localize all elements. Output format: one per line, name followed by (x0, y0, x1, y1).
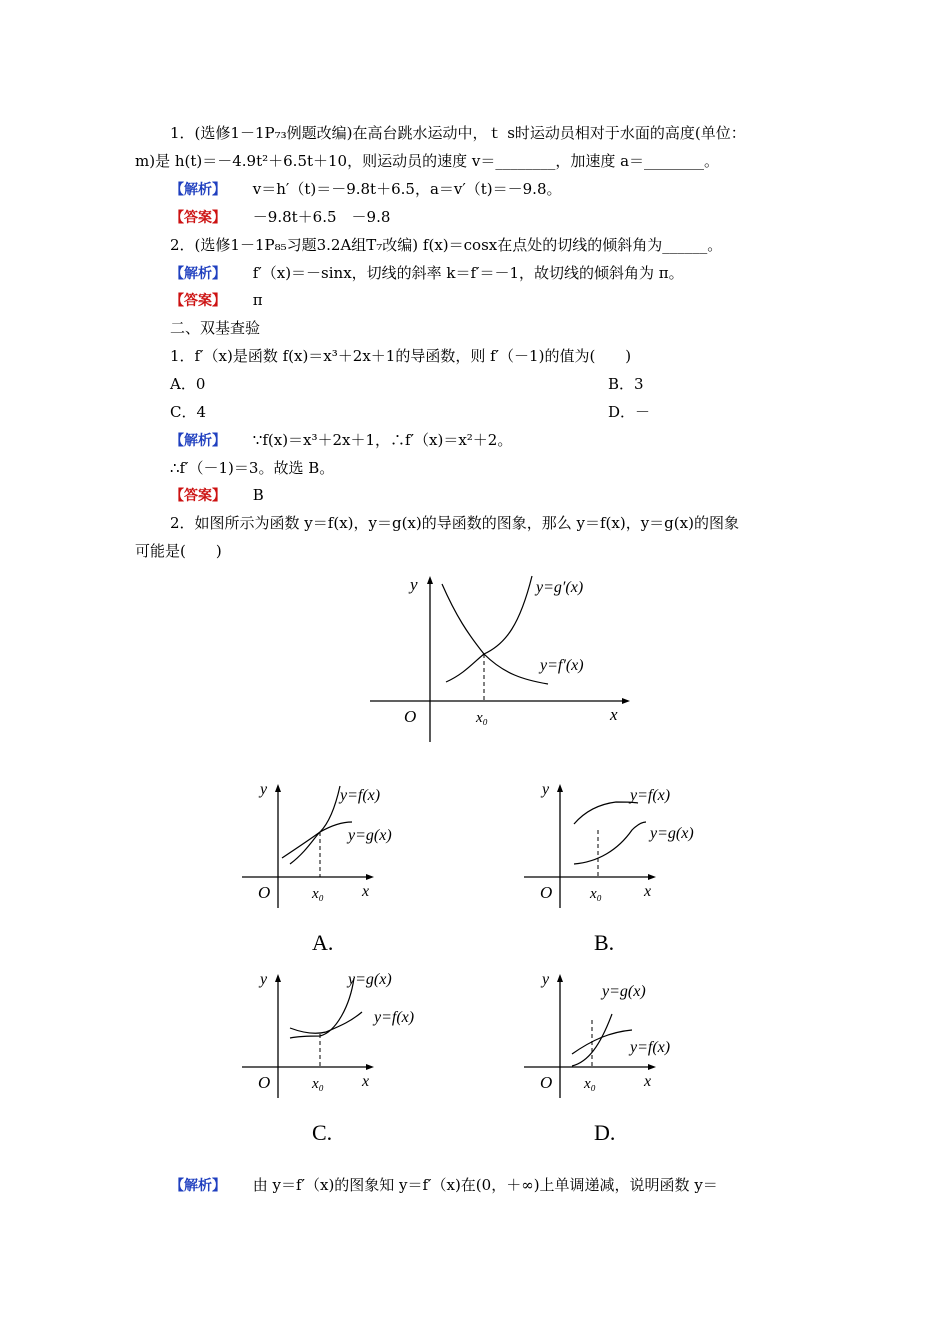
p1-option-a: A．0 (170, 375, 206, 393)
answer-label: 【答案】 (170, 210, 226, 226)
y-axis-arrow (557, 974, 563, 982)
x0-label: x₀ (312, 1076, 324, 1092)
answer-label: 【答案】 (170, 488, 226, 504)
origin-label: O (540, 1073, 553, 1092)
x-axis-arrow (622, 698, 630, 704)
option-graph-b (522, 780, 722, 960)
origin-label: O (258, 883, 271, 902)
origin-label: O (258, 1073, 271, 1092)
x-axis-label: x (362, 883, 370, 900)
q1-line1: 1．(选修1－1P₇₃例题改编)在高台跳水运动中，ｔ s时运动员相对于水面的高度(单位： (170, 124, 746, 142)
curve-g (290, 978, 354, 1038)
y-axis-label: y (542, 971, 550, 988)
curve-f (574, 802, 638, 824)
y-axis-arrow (275, 974, 281, 982)
p1-stem: 1．f′（x)是函数 f(x)＝x³＋2x＋1的导函数，则 f′（－1)的值为( ) (170, 347, 632, 365)
answer-label: 【答案】 (170, 293, 226, 309)
curve-f (282, 786, 340, 858)
q2-analysis: f′（x)＝－sinx，切线的斜率 k＝f′＝－1，故切线的倾斜角为 π。 (252, 264, 684, 282)
x0-label: x₀ (476, 710, 488, 726)
analysis-label: 【解析】 (170, 1178, 226, 1194)
p2-stem1: 2．如图所示为函数 y＝f(x)，y＝g(x)的导函数的图象，那么 y＝f(x)，y＝g(x)的图象 (170, 514, 739, 532)
x0-label: x₀ (312, 886, 324, 902)
x-axis-label: x (644, 883, 652, 900)
q2-line1: 2．(选修1－1P₈₅习题3.2A组T₇改编) f(x)＝cosx在点处的切线的倾斜角为______。 (170, 236, 723, 254)
p1-analysis: ∵f(x)＝x³＋2x＋1，∴f′（x)＝x²＋2。 (252, 431, 513, 449)
p2-analysis-row (170, 1175, 718, 1196)
q1-line2: m)是 h(t)＝－4.9t²＋6.5t＋10，则运动员的速度 v＝________，加速度 a＝________。 (135, 152, 720, 170)
section-heading: 二、双基查验 (170, 319, 261, 337)
option-graph-a (240, 780, 440, 960)
y-axis-arrow (557, 784, 563, 792)
label-f-prime: y=f′(x) (540, 657, 584, 674)
p2-stem2: 可能是( ) (135, 542, 222, 560)
p1-option-b: B．3 (608, 375, 644, 393)
q2-analysis-row (170, 263, 684, 284)
p1-answer-row (170, 485, 264, 506)
x0-label: x₀ (584, 1076, 596, 1092)
label-f: y=f(x) (340, 787, 381, 804)
p1-analysis2: ∴f′（－1)＝3。故选 B。 (170, 459, 335, 477)
label-f: y=f(x) (630, 787, 671, 804)
origin-label: O (540, 883, 553, 902)
y-axis-arrow (275, 784, 281, 792)
origin-label: O (404, 707, 417, 726)
label-g: y=g(x) (650, 825, 694, 842)
curve-g-prime (446, 576, 532, 682)
curve-f (290, 1012, 362, 1033)
option-graph-c (240, 970, 440, 1150)
q2-answer-row (170, 290, 263, 311)
option-graph-d (522, 970, 722, 1150)
curve-f-prime (442, 584, 548, 684)
q1-answer-row (170, 207, 390, 228)
label-g: y=g(x) (348, 827, 392, 844)
q1-answer: －9.8t＋6.5 －9.8 (252, 208, 391, 226)
x-axis-arrow (648, 874, 656, 880)
x-axis-label: x (610, 705, 618, 724)
analysis-label: 【解析】 (170, 266, 226, 282)
curve-g (574, 822, 646, 864)
x-axis-label: x (362, 1073, 370, 1090)
q2-answer: π (252, 291, 263, 309)
label-g: y=g(x) (602, 983, 646, 1000)
option-letter: C. (312, 1120, 333, 1145)
curve-f (572, 1030, 632, 1054)
y-axis-label: y (542, 781, 550, 798)
p1-answer: B (252, 486, 264, 504)
option-letter: A. (312, 930, 334, 955)
y-axis-arrow (427, 576, 433, 584)
option-letter: B. (594, 930, 615, 955)
y-axis-label: y (260, 781, 268, 798)
label-g-prime: y=g′(x) (536, 579, 584, 596)
p1-option-d: D．－ (608, 403, 651, 421)
p1-option-c: C．4 (170, 403, 207, 421)
x-axis-label: x (644, 1073, 652, 1090)
y-axis-label: y (410, 575, 418, 594)
analysis-label: 【解析】 (170, 182, 226, 198)
option-letter: D. (594, 1120, 616, 1145)
label-f: y=f(x) (374, 1009, 415, 1026)
label-f: y=f(x) (630, 1039, 671, 1056)
x-axis-arrow (366, 1064, 374, 1070)
p2-analysis: 由 y＝f′（x)的图象知 y＝f′（x)在(0，＋∞)上单调递减，说明函数 y＝ (252, 1176, 718, 1194)
q1-analysis: v＝h′（t)＝－9.8t＋6.5，a＝v′（t)＝－9.8。 (252, 180, 562, 198)
x-axis-arrow (648, 1064, 656, 1070)
p1-analysis-row (170, 430, 512, 451)
curve-g (290, 822, 352, 864)
main-derivative-graph (360, 570, 640, 750)
x-axis-arrow (366, 874, 374, 880)
x0-label: x₀ (590, 886, 602, 902)
q1-analysis-row (170, 179, 562, 200)
analysis-label: 【解析】 (170, 433, 226, 449)
y-axis-label: y (260, 971, 268, 988)
label-g: y=g(x) (348, 971, 392, 988)
